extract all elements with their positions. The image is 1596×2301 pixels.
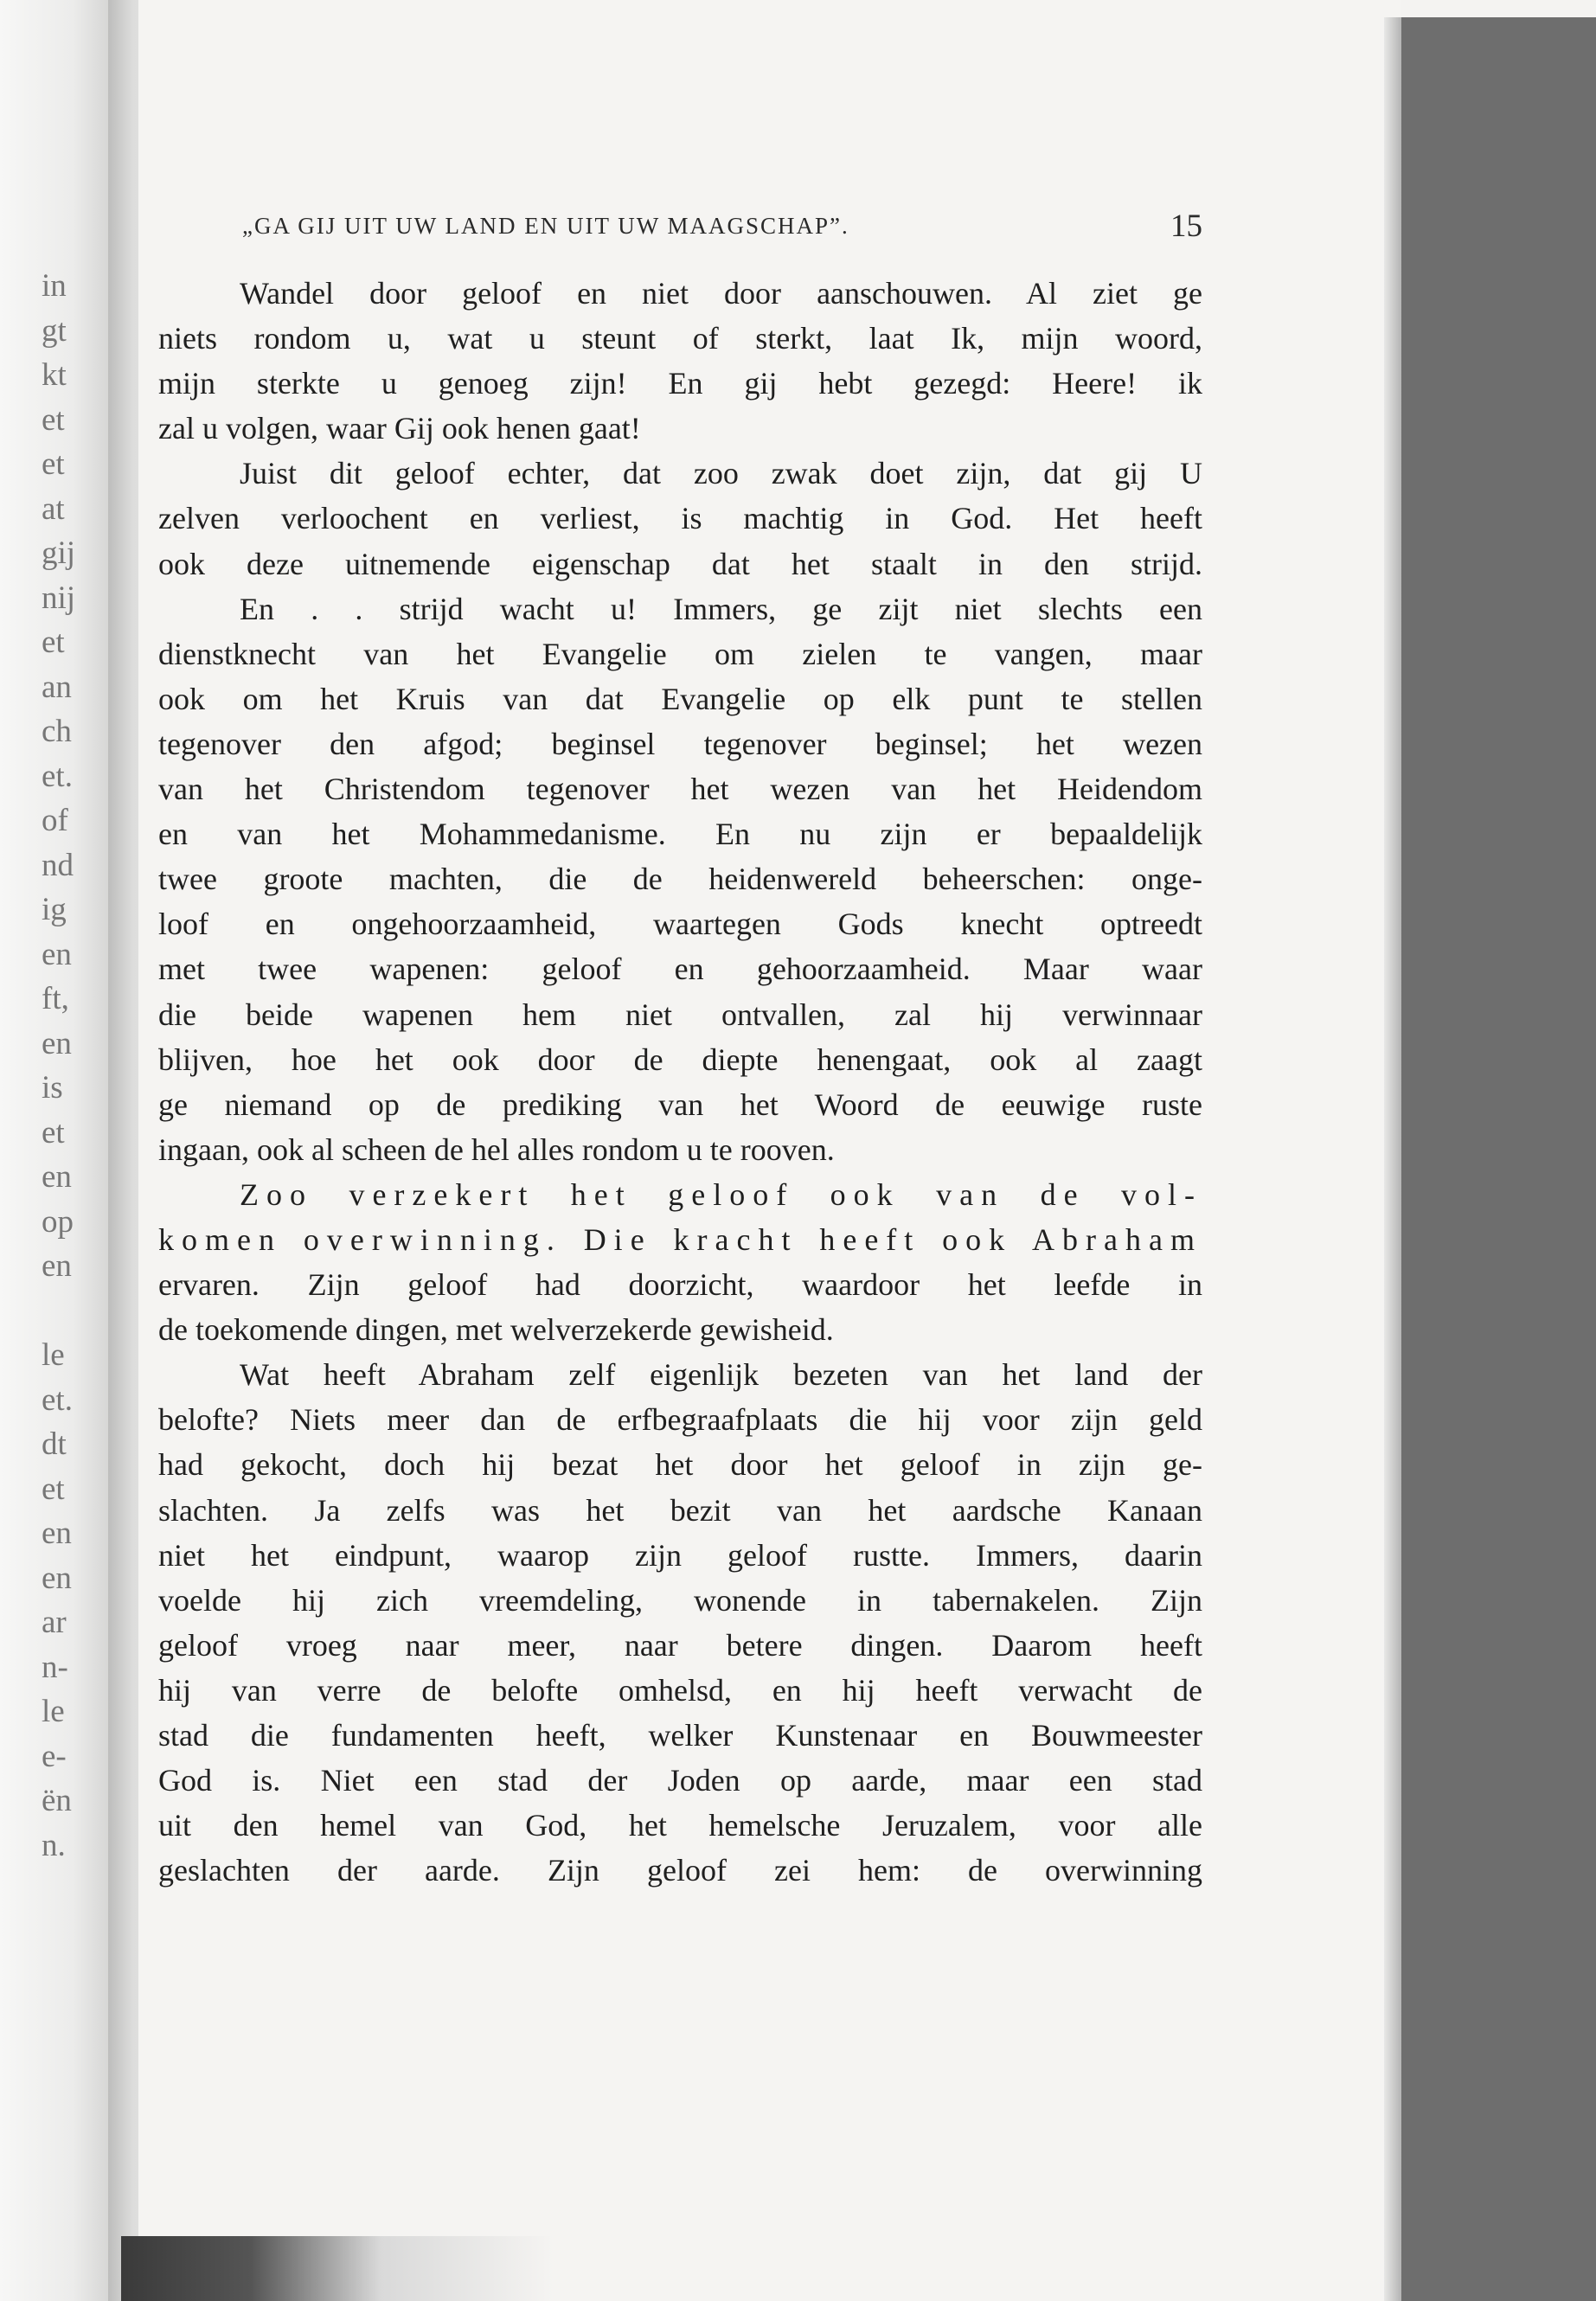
text-line: geloof vroeg naar meer, naar betere dingen. Daarom heeft: [158, 1627, 1202, 1663]
previous-page-fragment: at: [42, 490, 65, 527]
text-line: belofte? Niets meer dan de erfbegraafplaats die hij voor zijn geld: [158, 1402, 1202, 1438]
text-line: ingaan, ook al scheen de hel alles rondom u te rooven.: [158, 1131, 835, 1167]
previous-page-fragment: n-: [42, 1649, 68, 1685]
previous-page-fragment: is: [42, 1070, 63, 1106]
previous-page-fragment: n.: [42, 1827, 66, 1863]
previous-page-fragment: an: [42, 669, 72, 705]
previous-page-fragment: en: [42, 1159, 72, 1195]
text-line: ook om het Kruis van dat Evangelie op elk punt te stellen: [158, 681, 1202, 716]
previous-page-fragment: ar: [42, 1605, 67, 1640]
text-line: zal u volgen, waar Gij ook henen gaat!: [158, 411, 641, 446]
text-line: slachten. Ja zelfs was het bezit van het aardsche Kanaan: [158, 1492, 1202, 1528]
previous-page-fragment: en: [42, 1248, 72, 1284]
previous-page-fragment: le: [42, 1337, 65, 1373]
text-line: niet het eindpunt, waarop zijn geloof rustte. Immers, daarin: [158, 1537, 1202, 1573]
previous-page-fragment: en: [42, 936, 72, 972]
text-line: tegenover den afgod; beginsel tegenover beginsel; het wezen: [158, 726, 1202, 761]
running-title: „GA GIJ UIT UW LAND EN UIT UW MAAGSCHAP”.: [242, 213, 849, 239]
previous-page-fragment: ch: [42, 714, 72, 749]
text-line: hij van verre de belofte omhelsd, en hij heeft verwacht de: [158, 1672, 1202, 1708]
previous-page-fragment: le: [42, 1694, 65, 1729]
text-line: had gekocht, doch hij bezat het door het geloof in zijn ge-: [158, 1447, 1202, 1483]
previous-page-fragment: gt: [42, 312, 67, 349]
page-number: 15: [1170, 208, 1202, 244]
previous-page-fragment: e-: [42, 1738, 67, 1774]
text-line: met twee wapenen: geloof en gehoorzaamheid. Maar waar: [158, 952, 1202, 987]
previous-page-edge: [0, 0, 121, 2301]
text-line: twee groote machten, die de heidenwereld beheerschen: onge-: [158, 862, 1202, 897]
previous-page-fragment: ën: [42, 1783, 72, 1818]
previous-page-fragment: ft,: [42, 981, 69, 1016]
text-line: En . . strijd wacht u! Immers, ge zijt niet slechts een: [240, 591, 1202, 626]
text-line: van het Christendom tegenover het wezen van het Heidendom: [158, 772, 1202, 807]
text-line: niets rondom u, wat u steunt of sterkt, laat Ik, mijn woord,: [158, 321, 1202, 356]
text-line: uit den hemel van God, het hemelsche Jeruzalem, voor alle: [158, 1808, 1202, 1843]
previous-page-fragment: ig: [42, 892, 67, 927]
scanner-bottom-strip: [121, 2236, 554, 2301]
text-line: mijn sterkte u genoeg zijn! En gij hebt gezegd: Heere! ik: [158, 366, 1202, 401]
scanner-background: [1401, 17, 1596, 2301]
previous-page-fragment: kt: [42, 357, 67, 393]
previous-page-fragment: et: [42, 446, 65, 482]
previous-page-fragment: in: [42, 268, 67, 304]
previous-page-fragment: op: [42, 1203, 74, 1240]
text-line: komen overwinning. Die kracht heeft ook Abraham: [158, 1221, 1202, 1257]
text-line: voelde hij zich vreemdeling, wonende in tabernakelen. Zijn: [158, 1582, 1202, 1618]
previous-page-fragment: en: [42, 1516, 72, 1551]
previous-page-fragment: en: [42, 1025, 72, 1061]
previous-page-fragment: et.: [42, 758, 73, 794]
previous-page-fragment: nd: [42, 847, 74, 883]
text-line: geslachten der aarde. Zijn geloof zei hem: de overwinning: [158, 1853, 1202, 1888]
previous-page-fragment: of: [42, 803, 68, 838]
previous-page-fragment: et: [42, 625, 65, 660]
text-line: loof en ongehoorzaamheid, waartegen Gods knecht optreedt: [158, 907, 1202, 942]
text-line: die beide wapenen hem niet ontvallen, zal hij verwinnaar: [158, 997, 1202, 1032]
text-line: zelven verloochent en verliest, is machtig in God. Het heeft: [158, 501, 1202, 536]
text-line: Wandel door geloof en niet door aanschouwen. Al ziet ge: [240, 276, 1202, 311]
text-line: ook deze uitnemende eigenschap dat het staalt in den strijd.: [158, 546, 1202, 581]
running-header: [242, 208, 1202, 246]
text-line: ervaren. Zijn geloof had doorzicht, waardoor het leefde in: [158, 1267, 1202, 1303]
text-line: de toekomende dingen, met welverzekerde gewisheid.: [158, 1312, 834, 1348]
text-line: blijven, hoe het ook door de diepte henengaat, ook al zaagt: [158, 1042, 1202, 1077]
text-line: Juist dit geloof echter, dat zoo zwak doet zijn, dat gij U: [240, 456, 1202, 491]
text-line: en van het Mohammedanisme. En nu zijn er bepaaldelijk: [158, 817, 1202, 852]
text-line: God is. Niet een stad der Joden op aarde, maar een stad: [158, 1763, 1202, 1798]
text-line: Zoo verzekert het geloof ook van de vol-: [240, 1176, 1202, 1212]
previous-page-fragment: nij: [42, 580, 76, 616]
text-line: dienstknecht van het Evangelie om zielen te vangen, maar: [158, 636, 1202, 671]
previous-page-fragment: et: [42, 401, 65, 438]
previous-page-fragment: et: [42, 1471, 65, 1507]
text-line: Wat heeft Abraham zelf eigenlijk bezeten van het land der: [240, 1357, 1202, 1393]
page-body-text: [158, 271, 1202, 1893]
previous-page-fragment: et.: [42, 1381, 73, 1418]
text-line: stad die fundamenten heeft, welker Kunstenaar en Bouwmeester: [158, 1718, 1202, 1753]
previous-page-fragment: et: [42, 1114, 65, 1150]
previous-page-fragment: gij: [42, 535, 76, 571]
text-line: ge niemand op de prediking van het Woord de eeuwige ruste: [158, 1086, 1202, 1122]
previous-page-fragment: en: [42, 1560, 72, 1596]
previous-page-fragment: dt: [42, 1426, 67, 1462]
